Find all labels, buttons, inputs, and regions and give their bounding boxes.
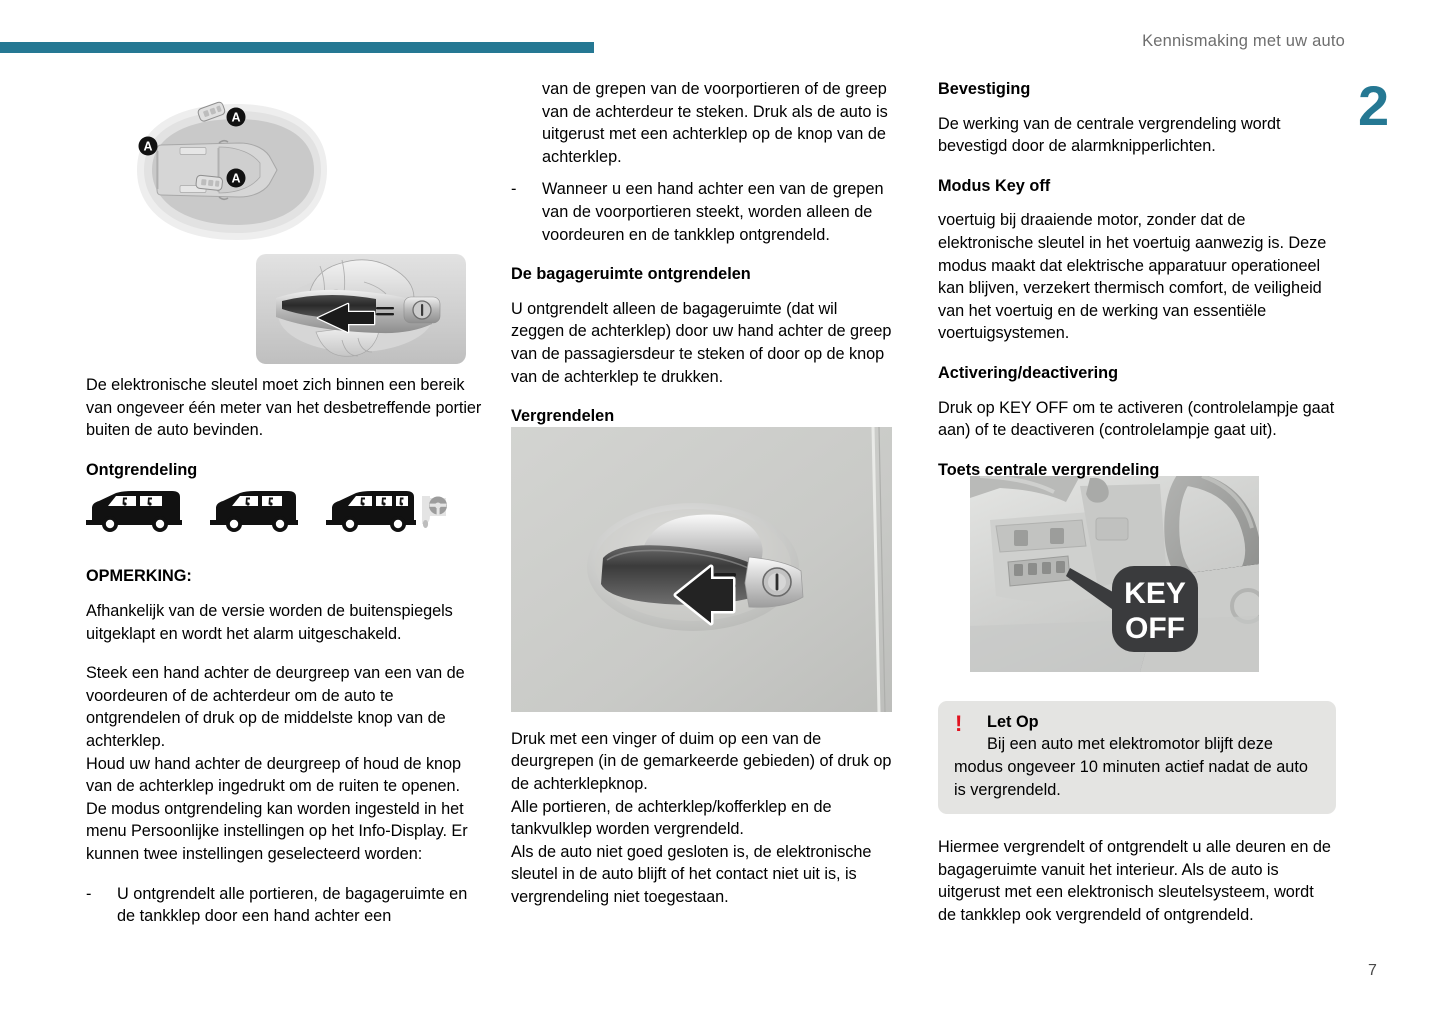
heading-bagageruimte-ontgrendelen: De bagageruimte ontgrendelen: [511, 265, 751, 284]
right-paragraph-1: De werking van de centrale vergrendeling wordt bevestigd door de alarmknipperlichten.: [938, 114, 1281, 156]
left-paragraph-3: Steek een hand achter de deurgreep van een van de voordeuren of de achterdeur om de auto te ontgrendelen of druk op de middelste knop van de achterklep.: [86, 664, 465, 750]
note-body-first-line: Bij een auto met elektromotor blijft deze: [987, 735, 1273, 754]
svg-text:A: A: [231, 171, 241, 186]
svg-text:A: A: [143, 139, 153, 154]
right-paragraph-4: Hiermee vergrendelt of ontgrendelt u alle deuren en de bagageruimte vanuit het interieur. Als de auto is uitgerust met een elektronisch sleutelsysteem, wordt de tankklep ook vergrendeld of ontgrendeld.: [938, 838, 1331, 924]
column-right: [938, 78, 1336, 943]
header-title: Kennismaking met uw auto: [1142, 32, 1345, 50]
column-left: [86, 78, 484, 945]
middle-bullet-2-dash: -: [511, 180, 517, 199]
door-handle-figure-spacer: [511, 436, 893, 728]
heading-toets-centrale-vergrendeling: Toets centrale vergrendeling: [938, 460, 1160, 479]
page-number: 7: [1368, 962, 1377, 979]
heading-vergrendelen: Vergrendelen: [511, 407, 615, 426]
svg-text:A: A: [231, 110, 241, 125]
keyoff-figure-spacer: [938, 491, 1336, 695]
left-paragraph-5: De modus ontgrendeling kan worden ingesteld in het menu Persoonlijke instellingen op het Info-Display. Er kunnen twee instellingen geselecteerd worden:: [86, 799, 468, 863]
right-paragraph-2: voertuig bij draaiende motor, zonder dat de elektronische sleutel in het voertuig aanwezig is. Deze modus maakt dat elektrische apparatuur operationeel kan blijven, verzekert thermisch comfort, de veiligheid van het voertuig en de werking van essentiële voertuigsystemen.: [938, 211, 1327, 343]
heading-opmerking: OPMERKING:: [86, 567, 192, 586]
left-paragraph-1: De elektronische sleutel moet zich binnen een bereik van ongeveer één meter van het desbetreffende portier buiten de auto bevinden.: [86, 376, 482, 440]
middle-paragraph-1: U ontgrendelt alleen de bagageruimte (dat wil zeggen de achterklep) door uw hand achter de greep van de passagiersdeur te steken of door op de knop van de achterklep te drukken.: [511, 299, 892, 386]
heading-modus-key-off: Modus Key off: [938, 176, 1051, 195]
note-body: [954, 733, 1320, 801]
left-paragraph-4: Houd uw hand achter de deurgreep of houd de knop van de achterklep ingedrukt om de ruiten te openen.: [86, 754, 462, 796]
vehicle-icons-spacer: [86, 493, 484, 565]
keyoff-callout-line2: OFF: [1125, 612, 1185, 645]
heading-ontgrendeling: Ontgrendeling: [86, 460, 198, 479]
middle-paragraph-2: Druk met een vinger of duim op een van de deurgrepen (in de gemarkeerde gebieden) of druk op de achterklepknop.: [511, 729, 892, 793]
middle-bullet-2-text: Wanneer u een hand achter een van de grepen van de voorportieren steekt, worden alleen de voordeuren en de tankklep ontgrendeld.: [542, 180, 884, 244]
middle-paragraph-4: Als de auto niet goed gesloten is, de elektronische sleutel in de auto blijft of het contact niet uit is, is vergrendeling niet toegestaan.: [511, 842, 872, 906]
note-title: Let Op: [987, 713, 1039, 732]
chapter-number: 2: [1358, 74, 1390, 137]
heading-activering-deactivering: Activering/deactivering: [938, 363, 1119, 382]
right-paragraph-3: Druk op KEY OFF om te activeren (controlelampje gaat aan) of te deactiveren (controlelampje gaat uit).: [938, 398, 1335, 440]
note-box-let-op: [938, 701, 1336, 814]
exclamation-mark-icon: !: [955, 711, 963, 737]
note-body-rest: modus ongeveer 10 minuten actief nadat de auto is vergrendeld.: [954, 757, 1308, 799]
middle-bullet-2: [511, 178, 893, 246]
middle-continuation: van de grepen van de voorportieren of de greep van de achterdeur te steken. Druk als de auto is uitgerust met een achterklep op de knop van de achterklep.: [542, 80, 888, 166]
keyoff-callout-line1: KEY: [1124, 577, 1186, 610]
middle-paragraph-3: Alle portieren, de achterklep/kofferklep en de tankvulklep worden vergrendeld.: [511, 797, 832, 839]
header-accent-rule: [0, 42, 594, 53]
heading-bevestiging: Bevestiging: [938, 80, 1031, 98]
left-bullet-1: [86, 883, 484, 928]
left-figure-spacer: [86, 78, 484, 374]
column-middle: [511, 78, 893, 908]
left-bullet-1-dash: -: [86, 884, 92, 903]
left-bullet-1-text: U ontgrendelt alle portieren, de bagageruimte en de tankklep door een hand achter een: [117, 884, 468, 926]
left-paragraph-2: Afhankelijk van de versie worden de buitenspiegels uitgeklapt en wordt het alarm uitgeschakeld.: [86, 601, 453, 643]
